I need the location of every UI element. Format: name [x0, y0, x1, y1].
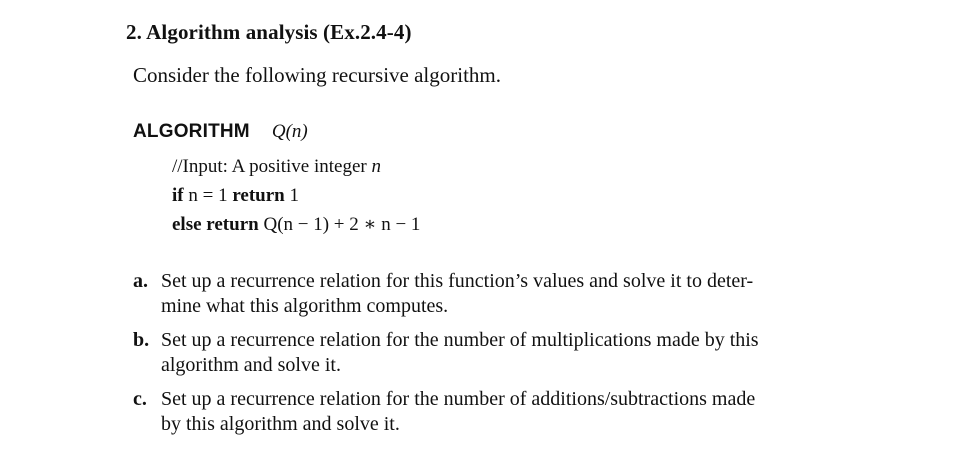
section-heading: 2. Algorithm analysis (Ex.2.4-4)	[126, 20, 412, 44]
algorithm-header	[133, 121, 308, 143]
question-line: Set up a recurrence relation for the number of additions/subtractions made	[161, 388, 756, 410]
question-letter: b.	[133, 329, 150, 351]
question-list	[133, 269, 873, 446]
question-text	[161, 387, 873, 437]
code-if-line	[172, 185, 299, 207]
comment-text: //Input: A positive integer	[172, 156, 372, 177]
if-return-value: 1	[284, 185, 299, 206]
question-line: by this algorithm and solve it.	[161, 413, 400, 435]
question-line: mine what this algorithm computes.	[161, 295, 449, 317]
else-expression: Q(n − 1) + 2 ∗ n − 1	[258, 214, 421, 235]
if-condition: n = 1	[183, 185, 233, 206]
if-keyword: if	[172, 185, 184, 206]
intro-text: Consider the following recursive algorithm.	[133, 63, 502, 87]
question-line: Set up a recurrence relation for the number of multiplications made by this	[161, 329, 759, 351]
question-item	[133, 387, 873, 437]
algorithm-keyword: ALGORITHM	[133, 121, 250, 142]
question-letter: a.	[133, 270, 148, 292]
algorithm-name: Q(n)	[271, 121, 308, 142]
question-line: Set up a recurrence relation for this function’s values and solve it to deter-	[161, 270, 754, 292]
code-comment-line	[172, 156, 381, 178]
code-else-line	[172, 213, 420, 236]
question-line: algorithm and solve it.	[161, 354, 341, 376]
comment-variable: n	[371, 156, 381, 177]
else-return-keyword: else return	[172, 214, 259, 235]
question-letter: c.	[133, 388, 147, 410]
return-keyword: return	[232, 185, 285, 206]
question-text	[161, 328, 873, 378]
question-item	[133, 269, 873, 319]
question-item	[133, 328, 873, 378]
question-text	[161, 269, 873, 319]
